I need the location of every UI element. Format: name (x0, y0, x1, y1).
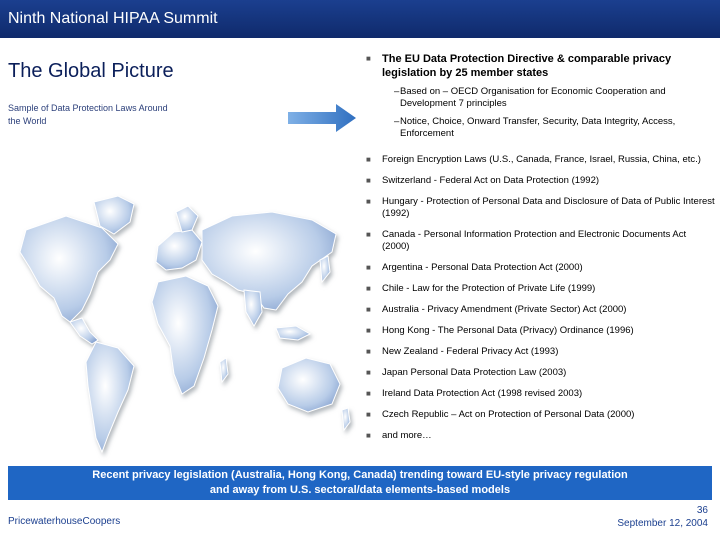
dash-icon: – (394, 116, 400, 127)
footer-date: September 12, 2004 (617, 518, 708, 529)
list-item (366, 409, 716, 421)
square-bullet-icon: ■ (366, 347, 371, 356)
world-map-image (6, 190, 356, 470)
page-number: 36 (696, 505, 708, 516)
company-name: PricewaterhouseCoopers (8, 516, 121, 527)
list-item-text: Canada - Personal Information Protection and Electronic Documents Act (2000) (382, 229, 687, 252)
square-bullet-icon: ■ (366, 230, 371, 239)
bullet-list (366, 52, 716, 451)
list-item (366, 283, 716, 295)
list-item-text: Foreign Encryption Laws (U.S., Canada, France, Israel, Russia, China, etc.) (382, 154, 701, 165)
list-item (366, 262, 716, 274)
banner-line-2: and away from U.S. sectoral/data elements-based models (209, 484, 511, 496)
square-bullet-icon: ■ (366, 305, 371, 314)
right-arrow-icon (288, 104, 356, 132)
list-item (366, 367, 716, 379)
square-bullet-icon: ■ (366, 410, 371, 419)
main-bullet-text: The EU Data Protection Directive & comparable privacy legislation by 25 member states (382, 53, 672, 79)
sub-bullet-text: Based on – OECD Organisation for Economic Cooperation and Development 7 principles (400, 86, 666, 109)
list-item (366, 304, 716, 316)
slide-heading: The Global Picture (8, 60, 174, 82)
list-item (366, 388, 716, 400)
list-item-text: Hong Kong - The Personal Data (Privacy) Ordinance (1996) (382, 325, 634, 336)
list-item-text: Chile - Law for the Protection of Private Life (1999) (382, 283, 596, 294)
list-item-text: Japan Personal Data Protection Law (2003) (382, 367, 567, 378)
presentation-title: Ninth National HIPAA Summit (8, 10, 218, 27)
banner-line-1: Recent privacy legislation (Australia, Hong Kong, Canada) trending toward EU-style privacy regulation (92, 469, 628, 481)
slide-subheading: Sample of Data Protection Laws Around the World (8, 103, 168, 126)
list-item-text: Ireland Data Protection Act (1998 revised 2003) (382, 388, 583, 399)
list-item (366, 196, 716, 220)
footer-info (617, 504, 708, 530)
square-bullet-icon: ■ (366, 431, 371, 440)
square-bullet-icon: ■ (366, 368, 371, 377)
square-bullet-icon: ■ (366, 197, 371, 206)
sub-bullet-text: Notice, Choice, Onward Transfer, Security, Data Integrity, Access, Enforcement (400, 116, 676, 139)
list-item-text: Australia - Privacy Amendment (Private Sector) Act (2000) (382, 304, 627, 315)
square-bullet-icon: ■ (366, 263, 371, 272)
list-item-text: Switzerland - Federal Act on Data Protection (1992) (382, 175, 600, 186)
sub-bullet (366, 86, 716, 110)
square-bullet-icon: ■ (366, 155, 371, 164)
list-item (366, 346, 716, 358)
list-item-text: New Zealand - Federal Privacy Act (1993) (382, 346, 559, 357)
slide-title-bar (0, 0, 720, 38)
square-bullet-icon: ■ (366, 176, 371, 185)
list-item (366, 430, 716, 442)
square-bullet-icon: ■ (366, 284, 371, 293)
square-bullet-icon: ■ (366, 326, 371, 335)
list-item-text: Czech Republic – Act on Protection of Personal Data (2000) (382, 409, 635, 420)
square-bullet-icon: ■ (366, 389, 371, 398)
list-item (366, 229, 716, 253)
list-item-text: and more… (382, 430, 432, 441)
list-item (366, 175, 716, 187)
list-item (366, 325, 716, 337)
summary-banner (8, 466, 712, 500)
main-bullet (366, 52, 716, 80)
dash-icon: – (394, 86, 400, 97)
square-bullet-icon: ■ (366, 54, 371, 63)
list-item-text: Hungary - Protection of Personal Data and Disclosure of Data of Public Interest (1992) (382, 196, 715, 219)
sub-bullet (366, 116, 716, 140)
list-item (366, 154, 716, 166)
list-item-text: Argentina - Personal Data Protection Act (2000) (382, 262, 583, 273)
